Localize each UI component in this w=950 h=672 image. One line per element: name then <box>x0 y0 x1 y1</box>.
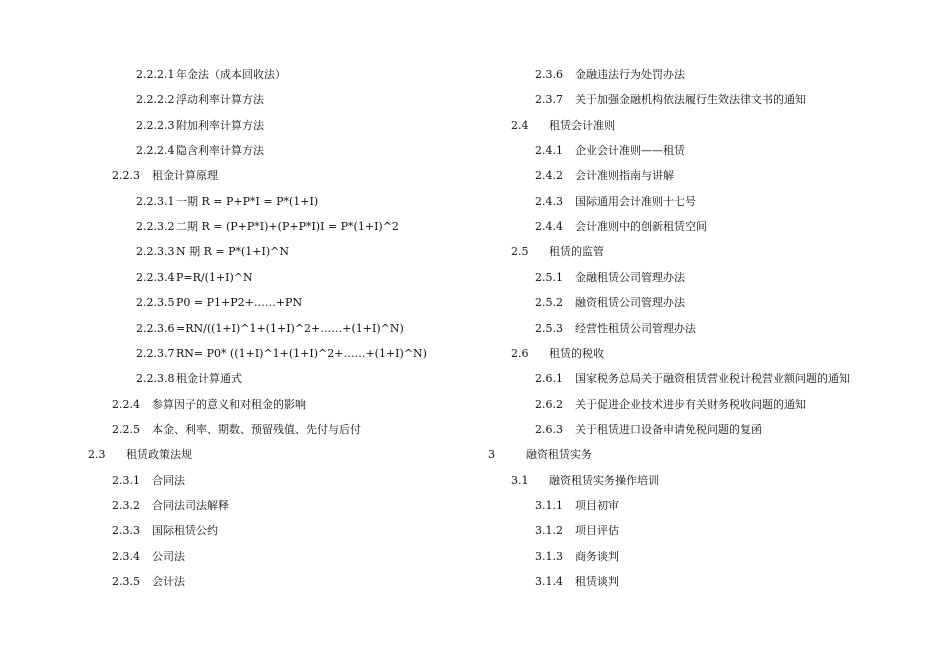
toc-entry-title: 国际租赁公约 <box>152 524 218 538</box>
toc-entry-title: 会计法 <box>152 575 185 588</box>
toc-entry <box>535 396 806 414</box>
toc-entry-title: 合同法司法解释 <box>152 498 229 512</box>
toc-entry-number: 2.2.3.3 <box>136 245 175 259</box>
toc-entry <box>136 370 242 388</box>
toc-entry <box>535 573 619 591</box>
toc-entry-number: 2.2.2.4 <box>136 144 175 158</box>
toc-entry-title: =RN/((1+I)^1+(1+I)^2+……+(1+I)^N) <box>176 321 404 335</box>
toc-entry-number: 2.2.4 <box>112 397 140 411</box>
toc-entry-number: 2.3 <box>88 448 106 462</box>
toc-entry-number: 2.2.3 <box>112 169 140 183</box>
toc-entry-title: 国家税务总局关于融资租赁营业税计税营业额问题的通知 <box>575 372 850 386</box>
toc-entry-title: 租金计算通式 <box>176 372 242 386</box>
toc-entry-title: 金融租赁公司管理办法 <box>575 270 685 284</box>
toc-entry <box>112 396 306 414</box>
toc-entry-number: 2.3.2 <box>112 498 140 512</box>
toc-entry-title: 融资租赁公司管理办法 <box>575 296 685 310</box>
toc-entry <box>511 117 615 135</box>
toc-entry <box>136 320 404 338</box>
toc-entry <box>535 548 619 566</box>
toc-entry-number: 2.2.2.1 <box>136 68 175 81</box>
toc-entry <box>535 294 685 312</box>
toc-entry-title: 会计准则指南与讲解 <box>575 169 674 183</box>
toc-entry-number: 3.1.2 <box>535 524 563 538</box>
toc-entry-number: 2.2.2.2 <box>136 93 175 107</box>
toc-entry-number: 2.3.7 <box>535 93 563 107</box>
toc-entry-number: 2.3.1 <box>112 473 140 487</box>
toc-entry-title: 年金法（成本回收法） <box>176 68 286 81</box>
toc-entry <box>535 497 619 515</box>
toc-entry-number: 3.1.4 <box>535 575 563 588</box>
toc-entry-title: 租赁的税收 <box>549 346 604 360</box>
toc-entry <box>535 91 806 109</box>
toc-entry-title: 附加利率计算方法 <box>176 118 264 132</box>
toc-entry <box>535 193 696 211</box>
toc-entry-title: 租赁政策法规 <box>126 448 192 462</box>
toc-entry <box>136 66 286 84</box>
toc-entry-title: 合同法 <box>152 473 185 487</box>
toc-entry <box>535 66 685 84</box>
toc-entry-number: 2.6.3 <box>535 422 563 436</box>
toc-entry-number: 2.2.3.7 <box>136 346 175 360</box>
toc-entry-number: 2.2.3.5 <box>136 296 175 310</box>
toc-entry-title: 租赁会计准则 <box>549 118 615 132</box>
toc-entry <box>535 421 762 439</box>
toc-entry <box>112 522 218 540</box>
toc-entry-title: 公司法 <box>152 549 185 563</box>
toc-entry <box>535 522 619 540</box>
toc-entry <box>136 294 302 312</box>
toc-entry-number: 2.2.2.3 <box>136 118 175 132</box>
toc-entry <box>535 142 685 160</box>
toc-entry-number: 2.5 <box>511 245 529 259</box>
toc-entry <box>535 167 674 185</box>
toc-entry <box>136 243 289 261</box>
toc-entry <box>535 370 850 388</box>
toc-entry-number: 2.5.2 <box>535 296 563 310</box>
toc-entry <box>88 446 192 464</box>
toc-entry-number: 2.4.1 <box>535 144 563 158</box>
toc-entry-title: 参算因子的意义和对租金的影响 <box>152 397 306 411</box>
toc-entry-title: 会计准则中的创新租赁空间 <box>575 220 707 234</box>
toc-entry-number: 2.2.3.6 <box>136 321 175 335</box>
toc-entry <box>136 218 399 236</box>
toc-entry-number: 2.2.5 <box>112 422 140 436</box>
toc-entry-title: 国际通用会计准则十七号 <box>575 194 696 208</box>
toc-entry-title: 租赁谈判 <box>575 575 619 588</box>
toc-entry-title: 融资租赁实务操作培训 <box>549 473 659 487</box>
toc-entry <box>112 497 229 515</box>
toc-entry-title: 本金、利率、期数、预留残值、先付与后付 <box>152 422 361 436</box>
toc-entry-title: P=R/(1+I)^N <box>176 270 253 284</box>
toc-entry <box>136 142 264 160</box>
toc-entry <box>136 193 318 211</box>
toc-entry-number: 3.1.1 <box>535 498 563 512</box>
toc-entry-number: 2.6 <box>511 346 529 360</box>
toc-entry-number: 3.1 <box>511 473 529 487</box>
toc-entry-number: 2.4.3 <box>535 194 563 208</box>
toc-entry <box>535 218 707 236</box>
toc-entry-title: 一期 R = P+P*I = P*(1+I) <box>176 194 319 208</box>
toc-entry-title: 关于促进企业技术进步有关财务税收问题的通知 <box>575 397 806 411</box>
toc-entry <box>535 320 696 338</box>
toc-entry-title: 金融违法行为处罚办法 <box>575 68 685 81</box>
toc-entry <box>112 421 361 439</box>
toc-entry-number: 2.2.3.8 <box>136 372 175 386</box>
toc-entry-title: 企业会计准则——租赁 <box>575 144 685 158</box>
toc-entry-number: 3 <box>488 448 495 462</box>
toc-entry-title: 租赁的监管 <box>549 245 604 259</box>
toc-entry-number: 2.5.3 <box>535 321 563 335</box>
toc-entry <box>112 472 185 490</box>
toc-entry <box>112 548 185 566</box>
toc-entry-number: 2.4 <box>511 118 529 132</box>
toc-entry-number: 2.2.3.4 <box>136 270 175 284</box>
toc-entry <box>136 91 264 109</box>
toc-entry <box>511 472 659 490</box>
toc-entry <box>136 345 427 363</box>
toc-entry-number: 2.5.1 <box>535 270 563 284</box>
toc-entry <box>535 269 685 287</box>
toc-entry-number: 3.1.3 <box>535 549 563 563</box>
toc-entry <box>511 345 604 363</box>
toc-entry-title: P0 = P1+P2+……+PN <box>176 296 303 310</box>
toc-entry-number: 2.4.2 <box>535 169 563 183</box>
toc-entry-title: 租金计算原理 <box>152 169 218 183</box>
toc-entry-title: 项目评估 <box>575 524 619 538</box>
toc-entry <box>511 243 604 261</box>
toc-entry <box>488 446 592 464</box>
toc-entry-title: 二期 R = (P+P*I)+(P+P*I)I = P*(1+I)^2 <box>176 220 399 234</box>
toc-entry-number: 2.3.4 <box>112 549 140 563</box>
toc-entry-title: 隐含利率计算方法 <box>176 144 264 158</box>
toc-entry-title: 经营性租赁公司管理办法 <box>575 321 696 335</box>
toc-entry <box>112 167 218 185</box>
toc-entry <box>136 269 253 287</box>
toc-entry-number: 2.2.3.1 <box>136 194 175 208</box>
toc-entry-number: 2.6.2 <box>535 397 563 411</box>
toc-entry-title: N 期 R = P*(1+I)^N <box>176 245 289 259</box>
toc-entry-number: 2.3.6 <box>535 68 563 81</box>
toc-entry-number: 2.6.1 <box>535 372 563 386</box>
toc-entry-title: 浮动利率计算方法 <box>176 93 264 107</box>
toc-entry-number: 2.3.3 <box>112 524 140 538</box>
toc-entry-title: RN= P0* ((1+I)^1+(1+I)^2+……+(1+I)^N) <box>176 346 427 360</box>
toc-entry <box>136 117 264 135</box>
toc-entry <box>112 573 185 591</box>
toc-entry-number: 2.3.5 <box>112 575 140 588</box>
toc-entry-title: 关于加强金融机构依法履行生效法律文书的通知 <box>575 93 806 107</box>
toc-entry-title: 项目初审 <box>575 498 619 512</box>
toc-entry-title: 商务谈判 <box>575 549 619 563</box>
toc-entry-title: 融资租赁实务 <box>526 448 592 462</box>
toc-entry-title: 关于租赁进口设备申请免税问题的复函 <box>575 422 762 436</box>
toc-entry-number: 2.4.4 <box>535 220 563 234</box>
toc-entry-number: 2.2.3.2 <box>136 220 175 234</box>
